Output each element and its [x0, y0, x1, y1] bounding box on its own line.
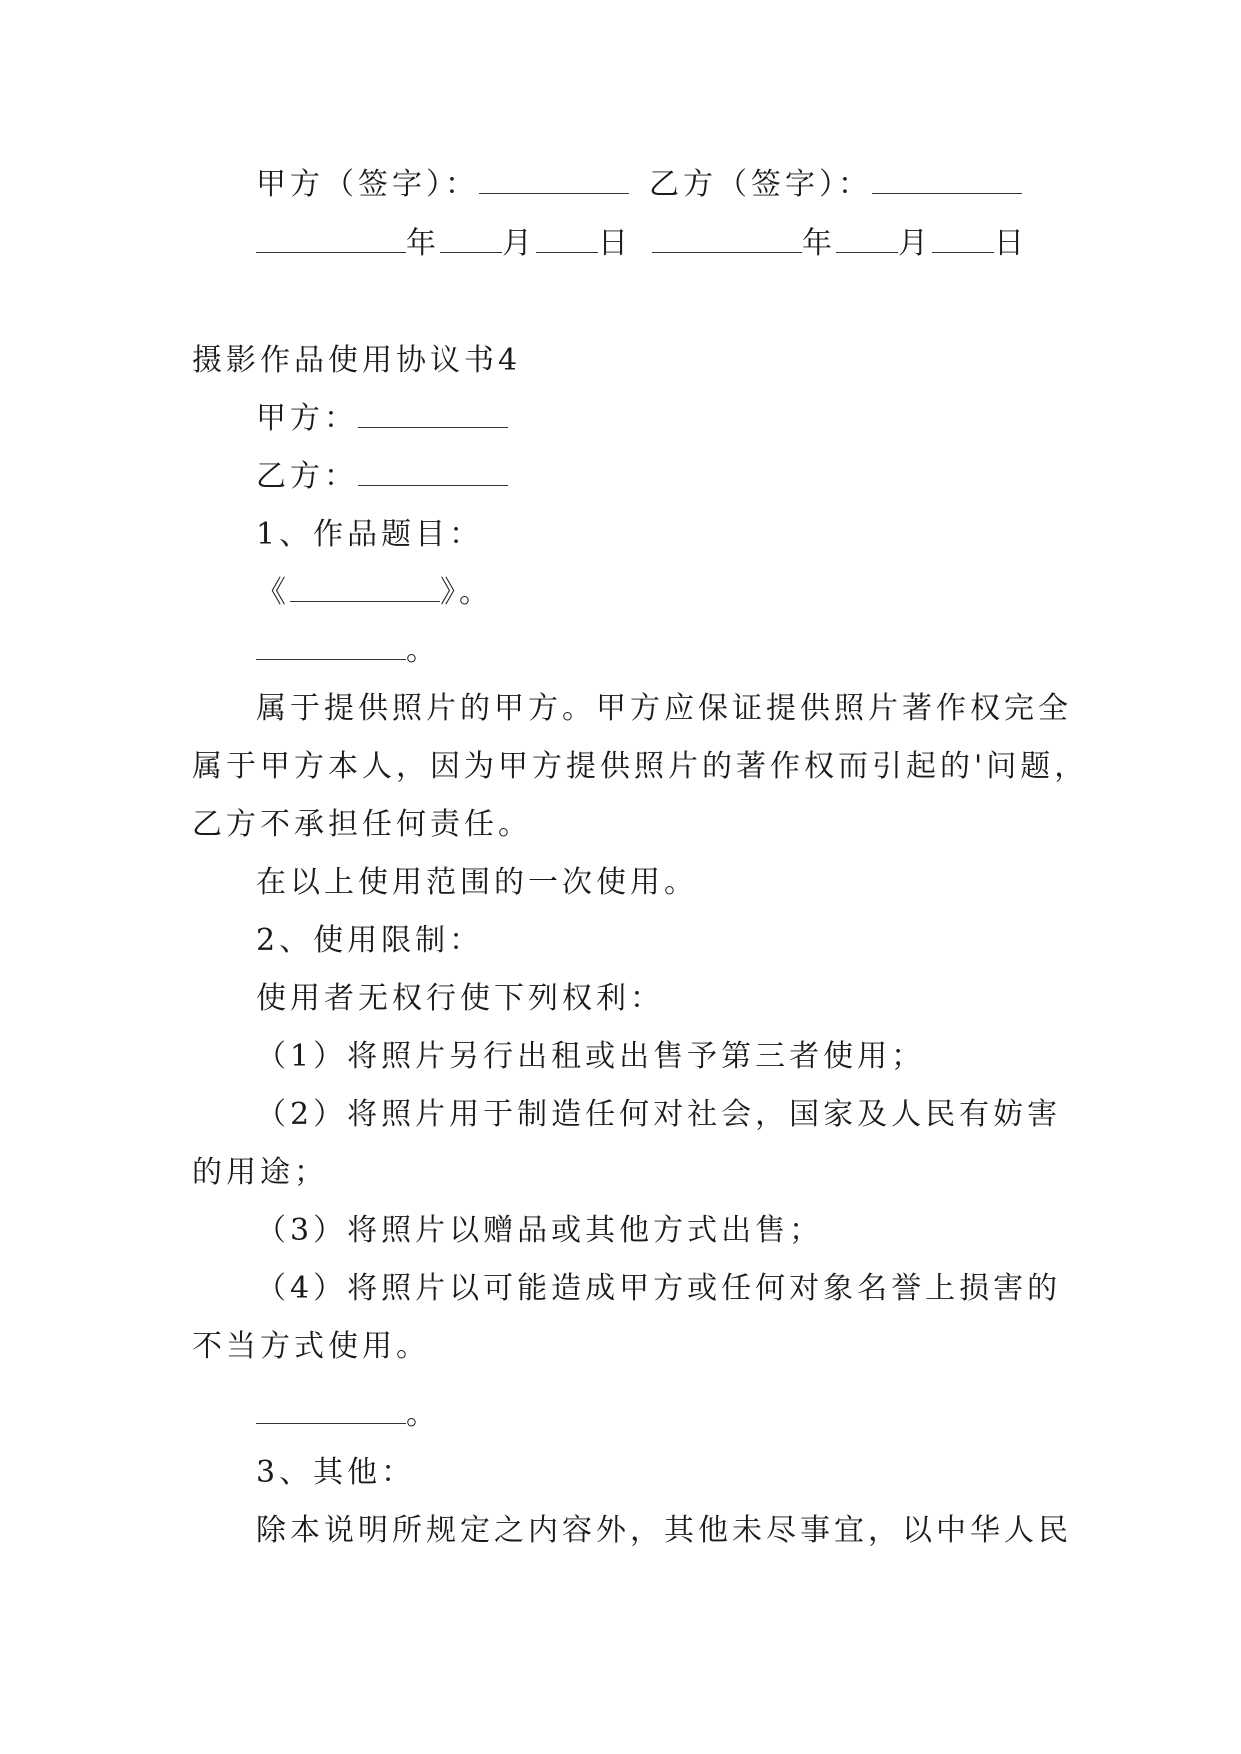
paragraph-line: 除本说明所规定之内容外，其他未尽事宜，以中华人民 [256, 1513, 1072, 1548]
blank-row-2 [256, 1395, 440, 1435]
restriction-item: （4）将照片以可能造成甲方或任何对象名誉上损害的 [256, 1271, 1062, 1306]
paragraph-line: 在以上使用范围的一次使用。 [256, 865, 698, 900]
party-a-row [256, 399, 508, 439]
year-label: 年 [406, 226, 440, 261]
restriction-item: （1）将照片另行出租或出售予第三者使用； [256, 1039, 926, 1074]
party-a-signature-blank [479, 165, 629, 194]
section2-heading: 2、使用限制： [256, 923, 484, 958]
month-label: 月 [502, 226, 536, 261]
fill-blank [256, 631, 406, 660]
section1-heading: 1、作品题目： [256, 517, 484, 552]
party-a-year-blank [256, 224, 406, 253]
work-title-blank [290, 573, 440, 602]
signature-row [256, 165, 1022, 205]
party-b-row [256, 457, 508, 497]
month-label: 月 [898, 226, 932, 261]
book-open-mark: 《 [256, 575, 290, 610]
party-b-day-blank [932, 224, 994, 253]
work-title-row [256, 573, 493, 613]
party-a-signature-label: 甲方（签字）： [256, 167, 479, 202]
document-title: 摄影作品使用协议书4 [192, 343, 522, 378]
day-label: 日 [598, 226, 632, 261]
period-mark: 。 [406, 1397, 440, 1432]
party-a-label: 甲方： [256, 401, 358, 436]
blank-row-1 [256, 631, 440, 671]
day-label: 日 [994, 226, 1028, 261]
date-row [256, 224, 1028, 264]
paragraph-line: 乙方不承担任何责任。 [192, 807, 532, 842]
section3-heading: 3、其他： [256, 1455, 416, 1490]
party-b-signature-blank [872, 165, 1022, 194]
restriction-item-continued: 不当方式使用。 [192, 1329, 430, 1364]
restriction-intro: 使用者无权行使下列权利： [256, 981, 664, 1016]
party-b-label: 乙方： [256, 459, 358, 494]
paragraph-line: 属于甲方本人，因为甲方提供照片的著作权而引起的'问题， [192, 749, 1089, 784]
party-a-day-blank [536, 224, 598, 253]
party-a-month-blank [440, 224, 502, 253]
book-close-mark: 》。 [440, 575, 493, 610]
party-b-year-blank [652, 224, 802, 253]
party-b-month-blank [836, 224, 898, 253]
party-a-blank [358, 399, 508, 428]
paragraph-line: 属于提供照片的甲方。甲方应保证提供照片著作权完全 [256, 691, 1072, 726]
party-b-signature-label: 乙方（签字）： [649, 167, 872, 202]
period-mark: 。 [406, 633, 440, 668]
fill-blank [256, 1395, 406, 1424]
restriction-item: （3）将照片以赠品或其他方式出售； [256, 1213, 824, 1248]
restriction-item-continued: 的用途； [192, 1155, 328, 1190]
restriction-item: （2）将照片用于制造任何对社会，国家及人民有妨害 [256, 1097, 1062, 1132]
party-b-blank [358, 457, 508, 486]
year-label: 年 [802, 226, 836, 261]
